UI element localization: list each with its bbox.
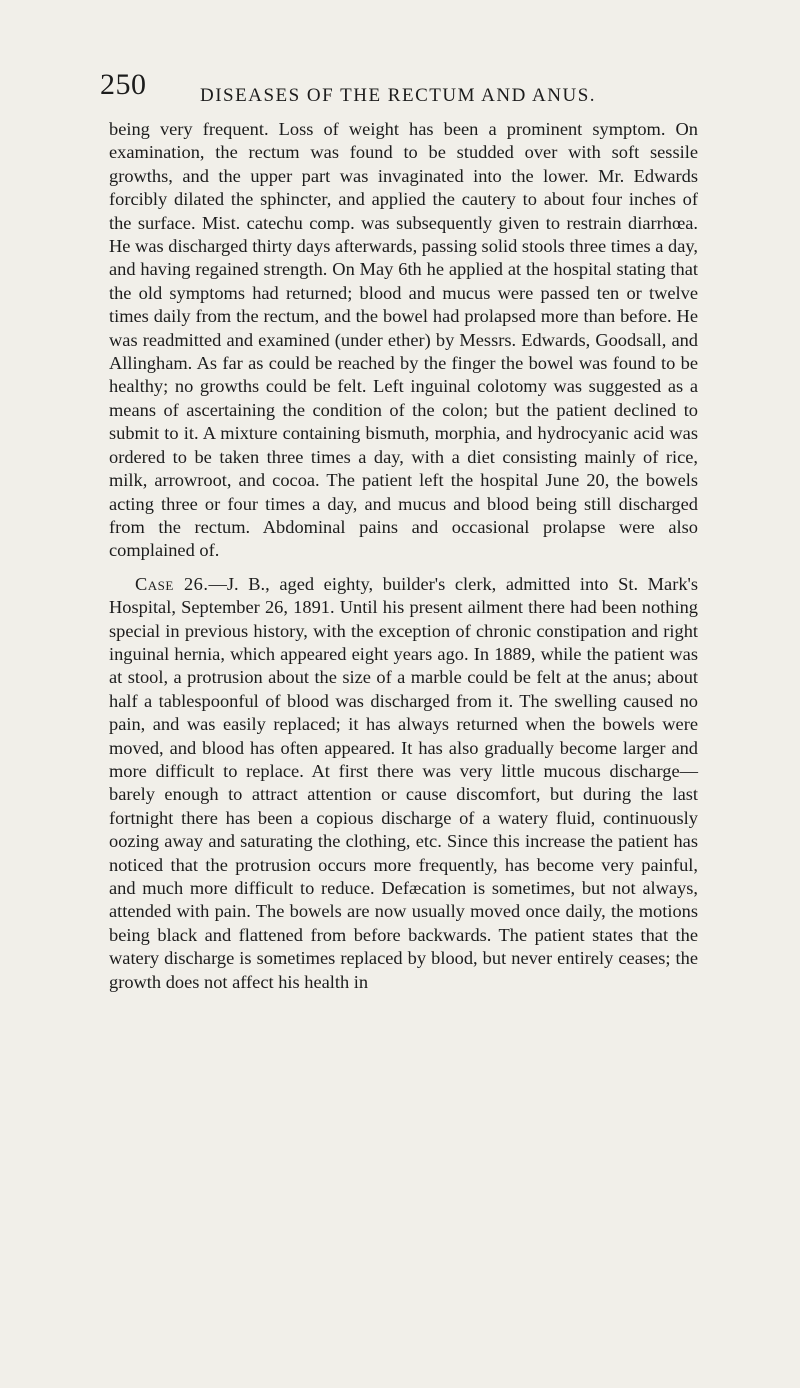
case-label: Case 26. <box>135 573 209 594</box>
running-title: DISEASES OF THE RECTUM AND ANUS. <box>200 85 597 106</box>
body-text <box>109 118 698 994</box>
paragraph-case-26 <box>109 573 698 994</box>
page-number: 250 <box>100 68 147 101</box>
case-text: —J. B., aged eighty, builder's clerk, admitted into St. Mark's Hospital, September 26, 1891. Until his present ailment there had been nothing special in previous history, with the exception of chronic constipation and right inguinal hernia, which appeared eight years ago. In 1889, while the patient was at stool, a protrusion about the size of a marble could be felt at the anus; about half a tablespoonful of blood was discharged from it. The swelling caused no pain, and was easily replaced; it has always returned when the bowels were moved, and blood has often appeared. It has also gradually become larger and more difficult to replace. At first there was very little mucous discharge—barely enough to attract attention or cause discomfort, but during the last fortnight there has been a copious discharge of a watery fluid, continuously oozing away and saturating the clothing, etc. Since this increase the patient has noticed that the protrusion occurs more frequently, has become very painful, and much more difficult to reduce. Defæcation is sometimes, but not always, attended with pain. The bowels are now usually moved once daily, the motions being black and flattened from before backwards. The patient states that the watery discharge is sometimes replaced by blood, but never entirely ceases; the growth does not affect his health in <box>109 573 698 992</box>
page-header <box>100 70 700 110</box>
paragraph-continuation: being very frequent. Loss of weight has been a prominent symptom. On examination, the rectum was found to be studded over with soft sessile growths, and the upper part was invaginated into the lower. Mr. Edwards forcibly dilated the sphincter, and applied the cautery to about four inches of the surface. Mist. catechu comp. was subsequently given to restrain diarrhœa. He was discharged thirty days afterwards, passing solid stools three times a day, and having regained strength. On May 6th he applied at the hospital stating that the old symptoms had returned; blood and mucus were passed ten or twelve times daily from the rectum, and the bowel had prolapsed more than before. He was readmitted and examined (under ether) by Messrs. Edwards, Goodsall, and Allingham. As far as could be reached by the finger the bowel was found to be healthy; no growths could be felt. Left inguinal colotomy was suggested as a means of ascertaining the condition of the colon; but the patient declined to submit to it. A mixture containing bismuth, morphia, and hydrocyanic acid was ordered to be taken three times a day, with a diet consisting mainly of rice, milk, arrowroot, and cocoa. The patient left the hospital June 20, the bowels acting three or four times a day, and mucus and blood being still discharged from the rectum. Abdominal pains and occasional prolapse were also complained of. <box>109 119 698 561</box>
